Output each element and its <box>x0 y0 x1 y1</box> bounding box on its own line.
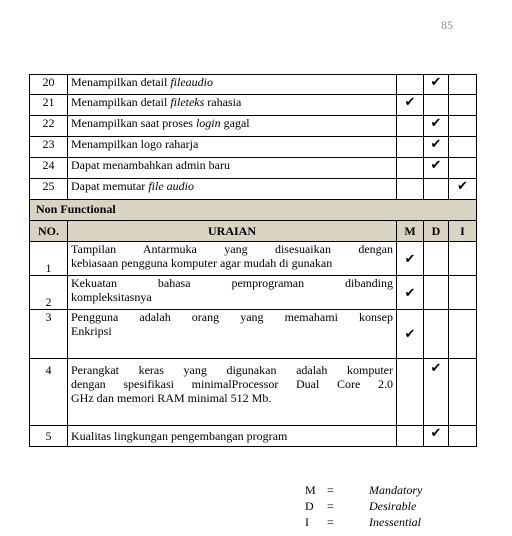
page-number: 85 <box>441 18 453 32</box>
row-description: Menampilkan logo raharja <box>68 137 397 158</box>
legend-row <box>305 498 422 514</box>
mandatory-cell <box>397 276 424 310</box>
desirable-cell <box>424 137 449 158</box>
table-row <box>30 359 477 426</box>
row-number: 21 <box>30 95 68 116</box>
mandatory-cell <box>397 426 424 447</box>
check-mark-icon: ✔ <box>457 178 468 193</box>
row-description: Dapat memutar file audio <box>68 179 397 200</box>
inessential-cell <box>449 137 477 158</box>
check-mark-icon: ✔ <box>404 94 416 109</box>
row-description: Kekuatan bahasa pemprograman dibanding kompleksitasnya <box>68 276 397 310</box>
table-row <box>30 75 477 95</box>
row-number: 5 <box>30 426 68 447</box>
inessential-cell <box>449 179 477 200</box>
row-description: Kualitas lingkungan pengembangan program <box>68 426 397 447</box>
row-number: 1 <box>30 242 68 276</box>
table-header-row <box>30 221 477 242</box>
legend-key: M <box>305 483 316 497</box>
header-uraian: URAIAN <box>68 221 397 242</box>
check-mark-icon: ✔ <box>430 74 442 89</box>
row-description: Tampilan Antarmuka yang disesuaikan dengan kebiasaan pengguna komputer agar mudah di gunakan <box>68 242 397 276</box>
legend-value: Inessential <box>369 515 421 529</box>
legend-equals: = <box>327 499 334 513</box>
check-mark-icon: ✔ <box>430 157 442 172</box>
table-row <box>30 426 477 447</box>
legend-key: D <box>305 499 314 513</box>
check-mark-icon: ✔ <box>430 360 442 375</box>
mandatory-cell <box>397 242 424 276</box>
mandatory-cell <box>397 179 424 200</box>
legend-equals: = <box>327 515 334 529</box>
table-row <box>30 95 477 116</box>
row-description: Pengguna adalah orang yang memahami konsep Enkripsi <box>68 310 397 359</box>
legend-row <box>305 482 422 498</box>
table-row <box>30 116 477 137</box>
inessential-cell <box>449 310 477 359</box>
desirable-cell <box>424 75 449 95</box>
table-row <box>30 242 477 276</box>
desirable-cell <box>424 310 449 359</box>
check-mark-icon: ✔ <box>430 115 442 130</box>
row-number: 20 <box>30 75 68 95</box>
row-description: Menampilkan saat proses login gagal <box>68 116 397 137</box>
check-mark-icon: ✔ <box>404 326 416 341</box>
legend-key: I <box>305 515 309 529</box>
inessential-cell <box>449 116 477 137</box>
mandatory-cell <box>397 137 424 158</box>
header-no: NO. <box>30 221 68 242</box>
desirable-cell <box>424 95 449 116</box>
mandatory-cell <box>397 359 424 426</box>
row-description: Dapat menambahkan admin baru <box>68 158 397 179</box>
row-description: Perangkat keras yang digunakan adalah komputer dengan spesifikasi minimalProcessor Dual Core 2.0 GHz dan memori RAM minimal 512 Mb. <box>68 359 397 426</box>
legend-equals: = <box>327 483 334 497</box>
inessential-cell <box>449 158 477 179</box>
mandatory-cell <box>397 158 424 179</box>
table-row <box>30 179 477 200</box>
inessential-cell <box>449 359 477 426</box>
row-number: 22 <box>30 116 68 137</box>
desirable-cell <box>424 179 449 200</box>
check-mark-icon: ✔ <box>430 425 442 440</box>
inessential-cell <box>449 426 477 447</box>
legend-value: Mandatory <box>369 483 423 497</box>
check-mark-icon: ✔ <box>404 250 416 266</box>
requirements-table <box>29 74 477 447</box>
header-d: D <box>424 221 449 242</box>
table-row <box>30 276 477 310</box>
row-number: 4 <box>30 359 68 426</box>
row-description: Menampilkan detail fileaudio <box>68 75 397 95</box>
row-number: 23 <box>30 137 68 158</box>
desirable-cell <box>424 116 449 137</box>
header-m: M <box>397 221 424 242</box>
table-row <box>30 158 477 179</box>
section-title: Non Functional <box>30 200 477 221</box>
table-row <box>30 137 477 158</box>
legend-value: Desirable <box>369 499 417 513</box>
mandatory-cell <box>397 75 424 95</box>
row-number: 24 <box>30 158 68 179</box>
desirable-cell <box>424 242 449 276</box>
table-row <box>30 310 477 359</box>
mandatory-cell <box>397 95 424 116</box>
desirable-cell <box>424 276 449 310</box>
mandatory-cell <box>397 310 424 359</box>
inessential-cell <box>449 276 477 310</box>
check-mark-icon: ✔ <box>430 136 442 151</box>
row-number: 2 <box>30 276 68 310</box>
section-row <box>30 200 477 221</box>
desirable-cell <box>424 426 449 447</box>
row-number: 25 <box>30 179 68 200</box>
desirable-cell <box>424 158 449 179</box>
inessential-cell <box>449 95 477 116</box>
inessential-cell <box>449 75 477 95</box>
check-mark-icon: ✔ <box>404 284 416 300</box>
header-i: I <box>449 221 477 242</box>
row-description: Menampilkan detail fileteks rahasia <box>68 95 397 116</box>
legend <box>305 482 422 530</box>
row-number: 3 <box>30 310 68 359</box>
inessential-cell <box>449 242 477 276</box>
legend-row <box>305 514 422 530</box>
desirable-cell <box>424 359 449 426</box>
mandatory-cell <box>397 116 424 137</box>
